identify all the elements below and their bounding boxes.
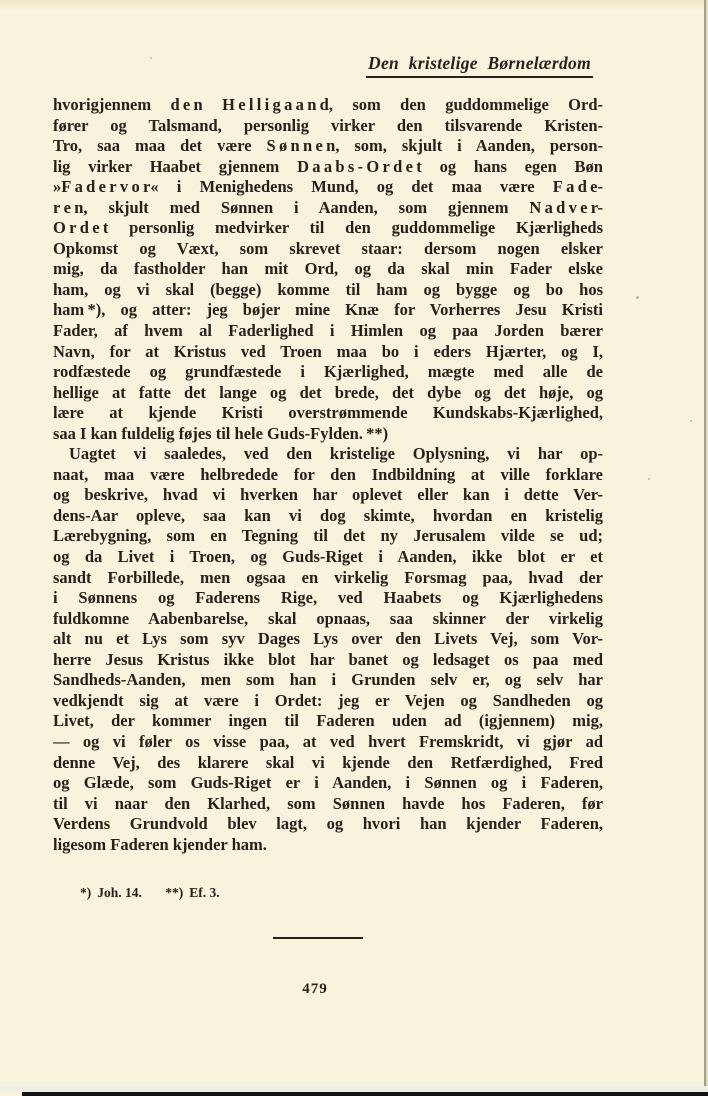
text-line: Sandheds-Aanden, men som han i Grunden selv er, og selv har	[53, 670, 603, 690]
text-line: Opkomst og Væxt, som skrevet staar: dersom nogen elsker	[53, 238, 603, 258]
text-line: og da Livet i Troen, og Guds-Riget i Aanden, ikke blot er et	[53, 547, 603, 567]
running-header-title: Den kristelige Børnelærdom	[366, 52, 593, 78]
text-line: hellige at fatte det lange og det brede, det dybe og det høje, og	[53, 382, 603, 402]
text-line: — og vi føler os visse paa, at ved hvert Fremskridt, vi gjør ad	[53, 731, 603, 751]
footnote-2-marker: **)	[165, 885, 184, 900]
text-line: dens-Aar opleve, saa kan vi dog skimte, hvordan en kristelig	[53, 505, 603, 525]
footnote-1-marker: *)	[80, 885, 92, 900]
scan-speck	[150, 57, 152, 59]
footnote-1-text: Joh. 14.	[97, 885, 142, 900]
text-line: vedkjendt sig at være i Ordet: jeg er Vejen og Sandheden og	[53, 690, 603, 710]
text-line: lære at kjende Kristi overstrømmende Kundskabs-Kjærlighed,	[53, 403, 603, 423]
footer-divider-rule	[273, 937, 363, 939]
scan-speck	[636, 296, 639, 299]
text-line: i Sønnens og Faderens Rige, ved Haabets og Kjærlighedens	[53, 588, 603, 608]
text-line: rodfæstede og grundfæstede i Kjærlighed, mægte med alle de	[53, 362, 603, 382]
text-line: og beskrive, hvad vi hverken har oplevet eller kan i dette Ver-	[53, 485, 603, 505]
text-line: mig, da fastholder han mit Ord, og da skal min Fader elske	[53, 259, 603, 279]
page-top-edge	[0, 0, 708, 10]
paragraph	[53, 444, 603, 855]
text-line: Fader, af hvem al Faderlighed i Himlen og paa Jorden bærer	[53, 321, 603, 341]
text-line: sandt Forbillede, men ogsaa en virkelig Forsmag paa, hvad der	[53, 567, 603, 587]
text-line: Livet, der kommer ingen til Faderen uden ad (igjennem) mig,	[53, 711, 603, 731]
text-line: O r d e t personlig medvirker til den guddommelige Kjærligheds	[53, 218, 603, 238]
text-line: »F a d e r v o r« i Menighedens Mund, og det maa være F a d e-	[53, 177, 603, 197]
text-line: alt nu et Lys som syv Dages Lys over den Livets Vej, som Vor-	[53, 629, 603, 649]
scan-bottom-shadow	[22, 1092, 708, 1096]
text-line: Tro, saa maa det være S ø n n e n, som, skjult i Aanden, person-	[53, 136, 603, 156]
text-line: Uagtet vi saaledes, ved den kristelige Oplysning, vi har op-	[69, 444, 603, 464]
text-line: hvorigjennem d e n H e l l i g a a n d, som den guddommelige Ord-	[53, 95, 603, 114]
footnote-2-text: Ef. 3.	[189, 885, 220, 900]
text-line: herre Jesus Kristus ikke blot har banet og ledsaget os paa med	[53, 649, 603, 669]
footnotes	[80, 884, 220, 902]
text-line: Verdens Grundvold blev lagt, og hvori han kjender Faderen,	[53, 814, 603, 834]
body-text	[53, 95, 603, 855]
text-line: Navn, for at Kristus ved Troen maa bo i eders Hjærter, og I,	[53, 341, 603, 361]
page-right-edge	[704, 0, 706, 1096]
text-line: til vi naar den Klarhed, som Sønnen havde hos Faderen, før	[53, 793, 603, 813]
text-line: r e n, skjult med Sønnen i Aanden, som gjennem N a d v e r-	[53, 197, 603, 217]
page-number: 479	[302, 981, 328, 997]
text-line: fuldkomne Aabenbarelse, skal opnaas, saa skinner der virkelig	[53, 608, 603, 628]
paragraph	[53, 95, 603, 444]
footnote-2	[165, 884, 219, 902]
text-line: ligesom Faderen kjender ham.	[53, 834, 267, 854]
footnote-1	[80, 884, 142, 902]
running-header	[53, 52, 603, 78]
text-line: denne Vej, des klarere skal vi kjende den Retfærdighed, Fred	[53, 752, 603, 772]
text-line: lig virker Haabet gjennem D a a b s - O r d e t og hans egen Bøn	[53, 156, 603, 176]
text-line: fører og Talsmand, personlig virker den tilsvarende Kristen-	[53, 115, 603, 135]
text-line: Lærebygning, som en Tegning til det ny Jerusalem vilde se ud;	[53, 526, 603, 546]
text-line: ham *), og atter: jeg bøjer mine Knæ for Vorherres Jesu Kristi	[53, 300, 603, 320]
scan-speck	[690, 420, 692, 422]
text-line: og Glæde, som Guds-Riget er i Aanden, i Sønnen og i Faderen,	[53, 773, 603, 793]
text-line: saa I kan fuldelig føjes til hele Guds-Fylden. **)	[53, 423, 389, 443]
scan-speck	[648, 478, 650, 480]
text-line: ham, og vi skal (begge) komme til ham og bygge og bo hos	[53, 279, 603, 299]
text-line: naat, maa være helbredede for den Indbildning at ville forklare	[53, 464, 603, 484]
